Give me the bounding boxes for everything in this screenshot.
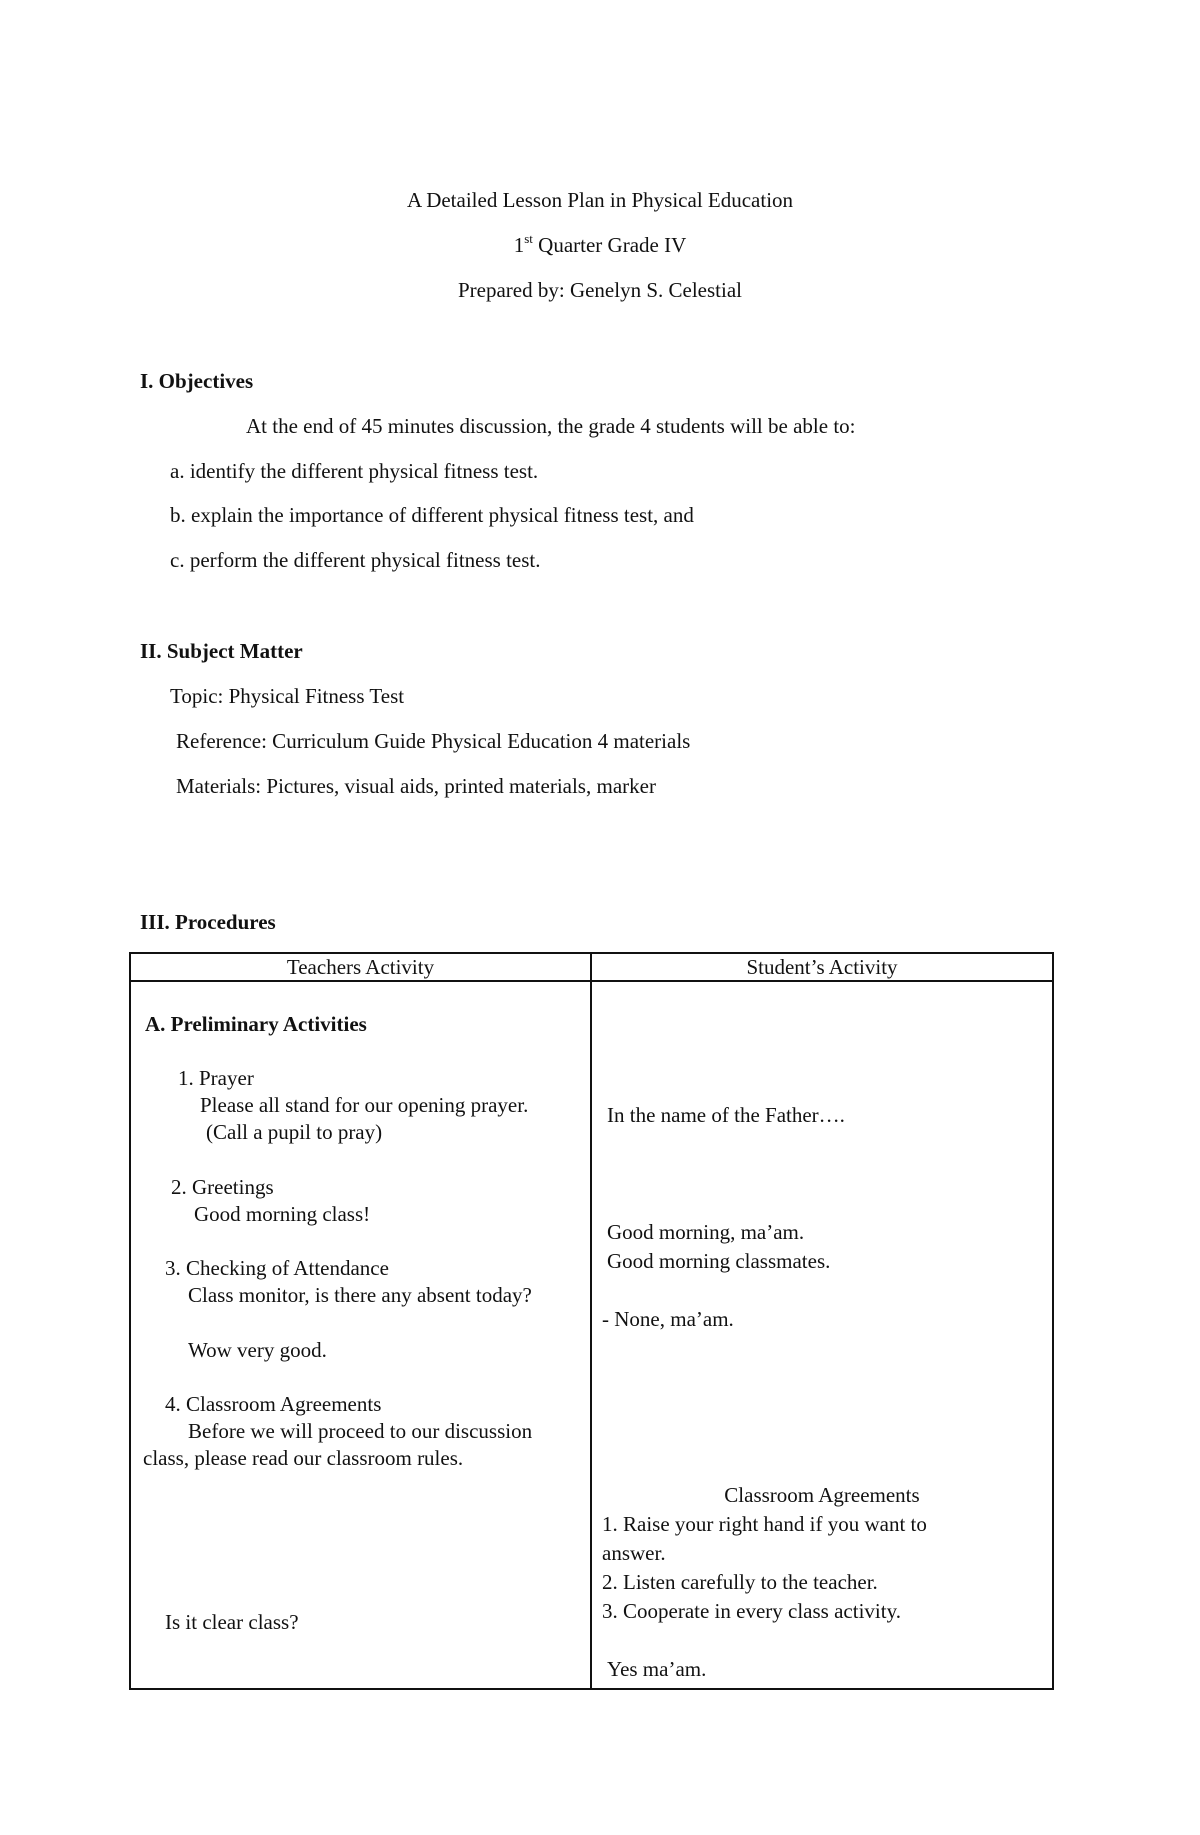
attendance-question: Class monitor, is there any absent today?	[188, 1283, 532, 1307]
table-column-divider	[590, 952, 592, 1690]
lesson-title: A Detailed Lesson Plan in Physical Education	[406, 188, 794, 212]
quarter-grade	[0, 233, 1200, 258]
prayer-title: 1. Prayer	[178, 1066, 254, 1090]
rule-1-line-1: 1. Raise your right hand if you want to	[602, 1512, 927, 1536]
clear-response: Yes ma’am.	[607, 1657, 707, 1681]
greetings-title: 2. Greetings	[171, 1175, 274, 1199]
column-header-student: Student’s Activity	[746, 955, 898, 979]
greet-response-1: Good morning, ma’am.	[607, 1220, 805, 1244]
quarter-text: Quarter Grade IV	[538, 233, 687, 257]
prepared-by: Prepared by: Genelyn S. Celestial	[457, 278, 742, 302]
objectives-intro: At the end of 45 minutes discussion, the grade 4 students will be able to:	[246, 414, 856, 438]
subject-topic: Topic: Physical Fitness Test	[170, 684, 405, 708]
agreements-title: 4. Classroom Agreements	[165, 1392, 382, 1416]
rule-1-line-2: answer.	[602, 1541, 666, 1565]
objective-item-b: b. explain the importance of different physical fitness test, and	[170, 503, 694, 527]
attendance-title: 3. Checking of Attendance	[165, 1256, 389, 1280]
preliminary-activities-heading: A. Preliminary Activities	[145, 1012, 367, 1036]
greet-response-2: Good morning classmates.	[607, 1249, 831, 1273]
objectives-heading: I. Objectives	[140, 369, 254, 393]
quarter-number: 1	[513, 233, 525, 257]
objective-item-a: a. identify the different physical fitness test.	[170, 459, 539, 483]
objective-item-c: c. perform the different physical fitness test.	[170, 548, 541, 572]
quarter-suffix: st	[524, 231, 533, 246]
absent-response: - None, ma’am.	[602, 1307, 734, 1331]
agreements-line-2: class, please read our classroom rules.	[143, 1446, 464, 1470]
greetings-line: Good morning class!	[194, 1202, 371, 1226]
procedures-heading: III. Procedures	[140, 910, 276, 934]
column-header-teacher: Teachers Activity	[286, 955, 435, 979]
agreements-line-1: Before we will proceed to our discussion	[188, 1419, 533, 1443]
prayer-note: (Call a pupil to pray)	[206, 1120, 383, 1144]
subject-reference: Reference: Curriculum Guide Physical Education 4 materials	[176, 729, 691, 753]
subject-matter-heading: II. Subject Matter	[140, 639, 303, 663]
subject-materials: Materials: Pictures, visual aids, printed materials, marker	[176, 774, 656, 798]
prayer-instruction: Please all stand for our opening prayer.	[200, 1093, 529, 1117]
prayer-response: In the name of the Father….	[607, 1103, 845, 1127]
classroom-agreements-title: Classroom Agreements	[724, 1483, 920, 1507]
rule-3: 3. Cooperate in every class activity.	[602, 1599, 901, 1623]
rule-2: 2. Listen carefully to the teacher.	[602, 1570, 878, 1594]
clear-question: Is it clear class?	[165, 1610, 299, 1634]
attendance-praise: Wow very good.	[188, 1338, 327, 1362]
